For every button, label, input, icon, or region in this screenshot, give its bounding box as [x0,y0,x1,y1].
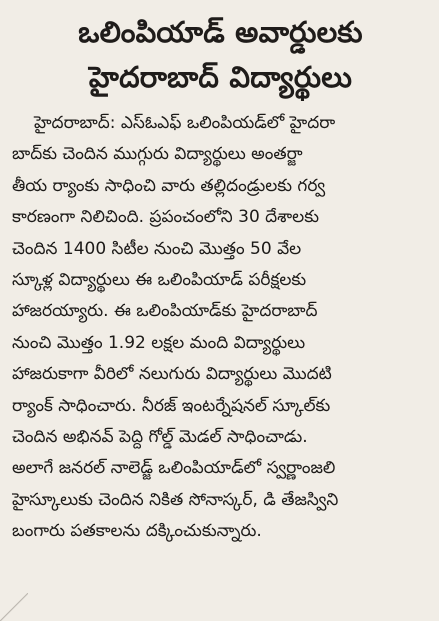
headline [12,10,429,100]
headline-line-2: హైదరాబాద్ విద్యార్థులు [88,60,353,94]
article-body [12,108,429,548]
body-line-13: హైస్కూలుకు చెందిన నికిత సోనాస్కర్, డి తేజస్విని [12,489,339,510]
body-line-8: నుంచి మొత్తం 1.92 లక్షల మంది విద్యార్థులు [12,332,306,353]
body-line-4: కారణంగా నిలిచింది. ప్రపంచంలోని 30 దేశాలకు [12,207,319,228]
body-line-1: హైదరాబాద్: ఎస్ఓఎఫ్ ఒలింపియడ్‌లో హైదరా [34,113,336,133]
body-line-6: స్కూళ్ల విద్యార్థులు ఈ ఒలింపియాడ్ పరీక్షలకు [12,270,307,291]
paper-fold-mark [0,593,28,621]
body-line-14: బంగారు పతకాలను దక్కించుకున్నారు. [12,521,262,542]
body-line-7: హాజరయ్యారు. ఈ ఒలింపియాడ్‌కు హైదరాబాద్ [12,301,318,322]
body-line-3: తీయ ర్యాంకు సాధించి వారు తల్లిదండ్రులకు గర్వ [12,175,326,196]
body-line-5: చెందిన 1400 సిటీల నుంచి మొత్తం 50 వేల [12,238,302,259]
body-line-10: ర్యాంక్ సాధించారు. నీరజ్ ఇంటర్నేషనల్ స్కూల్‌కు [12,395,331,416]
headline-line-1: ఒలింపియాడ్ అవార్డులకు [78,15,363,49]
body-line-12: అలాగే జనరల్ నాలెడ్జ్ ఒలింపియాడ్‌లో స్వర్ణాంజలి [12,458,336,479]
body-line-9: హాజరుకాగా వీరిలో నలుగురు విద్యార్థులు మొదటి [12,364,332,385]
body-line-2: బాద్‌కు చెందిన ముగ్గురు విద్యార్థులు అంతర్జా [12,144,303,165]
body-line-11: చెందిన అభినవ్ పెద్ది గోల్డ్ మెడల్ సాధించాడు. [12,427,308,448]
